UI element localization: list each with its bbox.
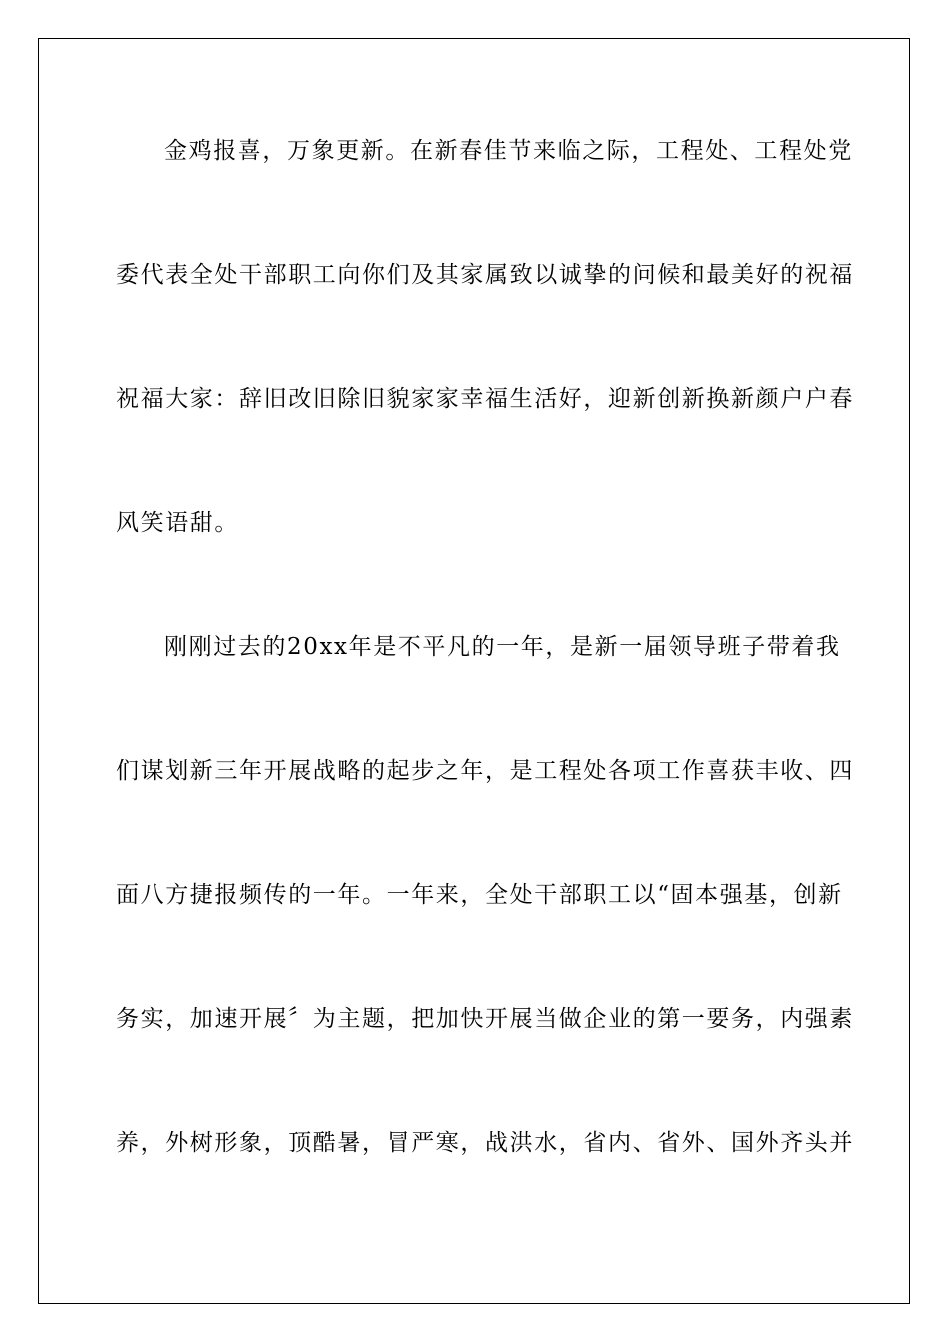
paragraph-1-line-2: 委代表全处干部职工向你们及其家属致以诚挚的问候和最美好的祝福 <box>116 262 854 288</box>
page-frame <box>38 38 910 1304</box>
paragraph-1-line-3: 祝福大家：辞旧改旧除旧貌家家幸福生活好，迎新创新换新颜户户春 <box>116 386 854 412</box>
paragraph-2-line-1: 刚刚过去的20xx年是不平凡的一年，是新一届领导班子带着我 <box>164 634 841 660</box>
paragraph-2-line-5: 养，外树形象，顶酷暑，冒严寒，战洪水，省内、省外、国外齐头并 <box>116 1130 854 1156</box>
paragraph-1-line-4: 风笑语甜。 <box>116 510 239 536</box>
paragraph-1-line-1: 金鸡报喜，万象更新。在新春佳节来临之际，工程处、工程处党 <box>164 138 853 164</box>
paragraph-2-line-4: 务实，加速开展〞为主题，把加快开展当做企业的第一要务，内强素 <box>116 1006 854 1032</box>
paragraph-2-line-2: 们谋划新三年开展战略的起步之年，是工程处各项工作喜获丰收、四 <box>116 758 854 784</box>
paragraph-2-line-3: 面八方捷报频传的一年。一年来，全处干部职工以“固本强基，创新 <box>116 882 843 908</box>
